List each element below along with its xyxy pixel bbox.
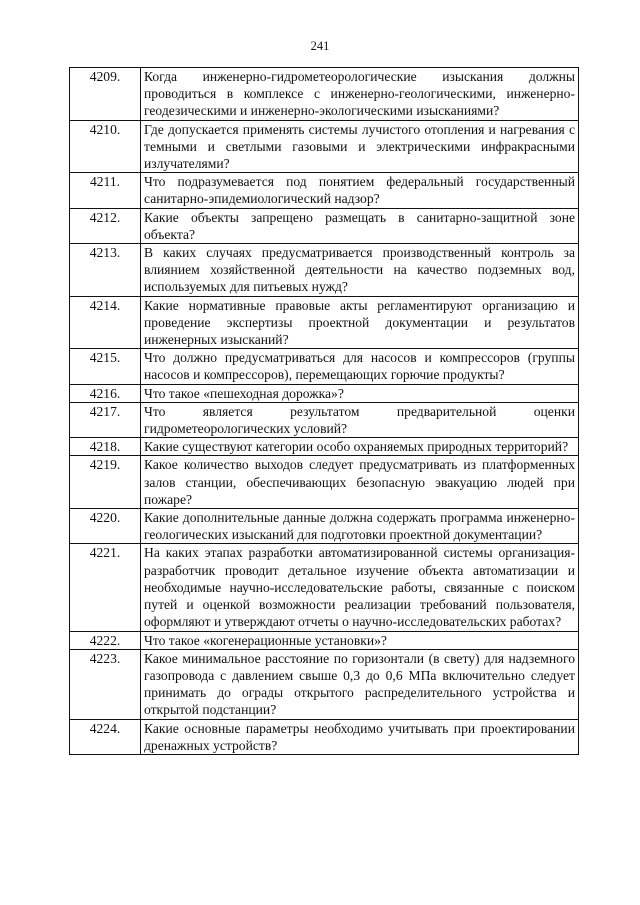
question-text: Какие основные параметры необходимо учитывать при проектировании дренажных устройств? — [141, 719, 579, 754]
question-text: На каких этапах разработки автоматизированной системы организация-разработчик проводит детальное изучение объекта автоматизации и необходимые научно-исследовательские работы, связанные с поиском путей и оценкой возможности реализации требований пользователя, оформляют и утверждают отчеты о научно-исследовательских работах? — [141, 544, 579, 631]
question-text: Что является результатом предварительной оценки гидрометеорологических условий? — [141, 402, 579, 437]
question-number: 4216. — [70, 384, 141, 402]
table-row — [70, 120, 579, 173]
question-number: 4212. — [70, 208, 141, 243]
question-number: 4220. — [70, 509, 141, 544]
table-row — [70, 456, 579, 509]
page-number: 241 — [310, 39, 330, 53]
table-row — [70, 631, 579, 649]
table-row — [70, 208, 579, 243]
table-row — [70, 349, 579, 384]
question-number: 4217. — [70, 402, 141, 437]
question-number: 4218. — [70, 438, 141, 456]
table-row — [70, 719, 579, 754]
table-row — [70, 438, 579, 456]
table-row — [70, 509, 579, 544]
question-text: Что должно предусматриваться для насосов и компрессоров (группы насосов и компрессоров), перемещающих горючие продукты? — [141, 349, 579, 384]
table-row — [70, 402, 579, 437]
question-text: Какое минимальное расстояние по горизонтали (в свету) для надземного газопровода с давлением свыше 0,3 до 0,6 МПа включительно следует принимать до ограды открытого распределительного устройства и открытой подстанции? — [141, 649, 579, 719]
question-number: 4213. — [70, 244, 141, 297]
question-number: 4210. — [70, 120, 141, 173]
question-text: Что такое «когенерационные установки»? — [141, 631, 579, 649]
questions-table-body — [70, 68, 579, 755]
questions-table — [69, 67, 579, 755]
question-text: Какие объекты запрещено размещать в санитарно-защитной зоне объекта? — [141, 208, 579, 243]
question-number: 4223. — [70, 649, 141, 719]
question-text: Какие нормативные правовые акты регламентируют организацию и проведение экспертизы проектной документации и результатов инженерных изысканий? — [141, 296, 579, 349]
table-row — [70, 173, 579, 208]
question-number: 4214. — [70, 296, 141, 349]
question-text: Когда инженерно-гидрометеорологические изыскания должны проводиться в комплексе с инженерно-геологическими, инженерно-геодезическими и инженерно-экологическими изысканиями? — [141, 68, 579, 121]
table-row — [70, 68, 579, 121]
table-row — [70, 384, 579, 402]
question-text: Что такое «пешеходная дорожка»? — [141, 384, 579, 402]
question-number: 4221. — [70, 544, 141, 631]
question-number: 4224. — [70, 719, 141, 754]
question-text: Какие дополнительные данные должна содержать программа инженерно-геологических изысканий для подготовки проектной документации? — [141, 509, 579, 544]
question-number: 4219. — [70, 456, 141, 509]
question-number: 4215. — [70, 349, 141, 384]
question-text: Что подразумевается под понятием федеральный государственный санитарно-эпидемиологический надзор? — [141, 173, 579, 208]
table-row — [70, 544, 579, 631]
question-text: Какое количество выходов следует предусматривать из платформенных залов станции, обеспечивающих безопасную эвакуацию людей при пожаре? — [141, 456, 579, 509]
question-number: 4222. — [70, 631, 141, 649]
table-row — [70, 244, 579, 297]
question-text: Где допускается применять системы лучистого отопления и нагревания с темными и светлыми газовыми и электрическими инфракрасными излучателями? — [141, 120, 579, 173]
table-row — [70, 649, 579, 719]
question-text: Какие существуют категории особо охраняемых природных территорий? — [141, 438, 579, 456]
question-text: В каких случаях предусматривается производственный контроль за влиянием хозяйственной деятельности на качество подземных вод, используемых для питьевых нужд? — [141, 244, 579, 297]
question-number: 4211. — [70, 173, 141, 208]
table-row — [70, 296, 579, 349]
question-number: 4209. — [70, 68, 141, 121]
